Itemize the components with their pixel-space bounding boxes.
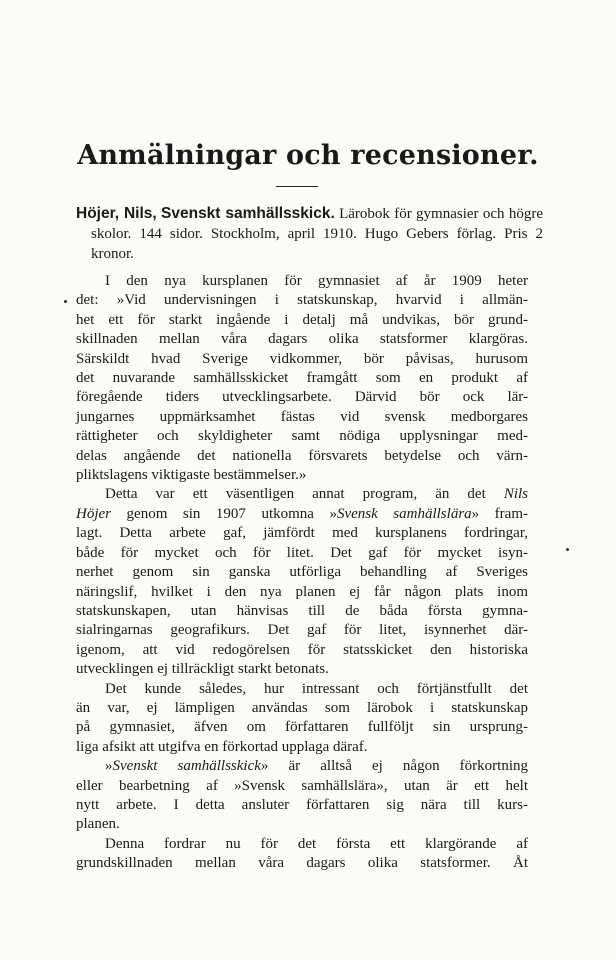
paragraph-2	[76, 485, 528, 679]
paragraph-1	[76, 272, 528, 485]
text-line: nytt arbete. I detta ansluter författaren sig nära till kurs-	[76, 796, 528, 813]
ink-speck	[566, 548, 569, 551]
text-line: statskunskapen, utan hänvisas till de båda första gymna-	[76, 602, 528, 619]
text-line: utvecklingen ej tillräckligt starkt betonats.	[76, 661, 329, 678]
text-line: Höjer genom sin 1907 utkomna »Svensk samhällslära» fram-	[76, 505, 528, 522]
text-line: sialringarnas geografikurs. Det gaf för litet, isynnerhet där-	[76, 622, 528, 639]
text-line: eller bearbetning af »Svensk samhällslära», utan är ett helt	[76, 777, 528, 794]
text-line: rättigheter och skyldigheter samt nödiga upplysningar med-	[76, 428, 528, 445]
text-line: än var, ej lämpligen användas som lärobok i statskunskap	[76, 699, 528, 716]
paragraph-4	[76, 757, 528, 835]
text-line: »Svenskt samhällsskick» är alltså ej någon förkortning	[105, 758, 528, 775]
text-line: nerhet genom sin ganska utförliga behandling af Sveriges	[76, 564, 528, 581]
text-line: planen.	[76, 816, 120, 833]
book-reference	[76, 204, 543, 265]
text-line: på gymnasiet, äfven om författaren fullföljt sin ursprung-	[76, 719, 528, 736]
text-line: näringslif, hvilket i den nya planen ej får någon plats inom	[76, 583, 528, 600]
page-title: Anmälningar och recensioner.	[77, 140, 539, 171]
text-line: Det kunde således, hur intressant och förtjänstfullt det	[105, 680, 528, 697]
book-author: Höjer, Nils,	[76, 205, 157, 222]
paragraph-5	[76, 835, 528, 874]
title-divider	[276, 186, 318, 187]
text-line: det nuvarande samhällsskicket framgått som en produkt af	[76, 370, 528, 387]
text-line: liga afsikt att utgifva en förkortad upplaga däraf.	[76, 738, 368, 755]
text-line: Detta var ett väsentligen annat program, än det Nils	[105, 486, 528, 503]
text-line: lagt. Detta arbete gaf, jämfördt med kursplanens fordringar,	[76, 525, 528, 542]
text-line: föregående tiders utvecklingsarbete. Därvid bör ock lär-	[76, 389, 528, 406]
text-line: pliktslagens viktigaste bestämmelser.»	[76, 467, 307, 484]
text-line: Särskildt hvad Sverige vidkommer, bör påvisas, hurusom	[76, 350, 528, 367]
book-details: Lärobok för gymnasier och högre skolor. 144 sidor. Stockholm, april 1910. Hugo Gebers förlag. Pris 2 kronor.	[91, 206, 543, 263]
text-line: grundskillnaden mellan våra dagars olika statsformer. Åt	[76, 855, 528, 872]
text-line: det: »Vid undervisningen i statskunskap, hvarvid i allmän-	[76, 292, 528, 309]
text-line: skillnaden mellan våra dagars olika statsformer klargöras.	[76, 331, 528, 348]
book-title: Svenskt samhällsskick.	[161, 205, 335, 222]
text-line: igenom, att vid redogörelsen för statsskicket den historiska	[76, 641, 528, 658]
text-line: jungarnes uppmärksamhet fästas vid svensk medborgares	[76, 408, 528, 425]
review-text	[76, 272, 528, 874]
ink-speck	[64, 300, 67, 303]
text-line: Denna fordrar nu för det första ett klargörande af	[105, 835, 528, 852]
text-line: delas angående det nationella försvarets betydelse och värn-	[76, 447, 528, 464]
text-line: het ett för starkt ingående i detalj må undvikas, bör grund-	[76, 311, 528, 328]
text-line: både för mycket och för litet. Det gaf för mycket isyn-	[76, 544, 528, 561]
paragraph-3	[76, 680, 528, 758]
text-line: I den nya kursplanen för gymnasiet af år 1909 heter	[105, 273, 528, 289]
